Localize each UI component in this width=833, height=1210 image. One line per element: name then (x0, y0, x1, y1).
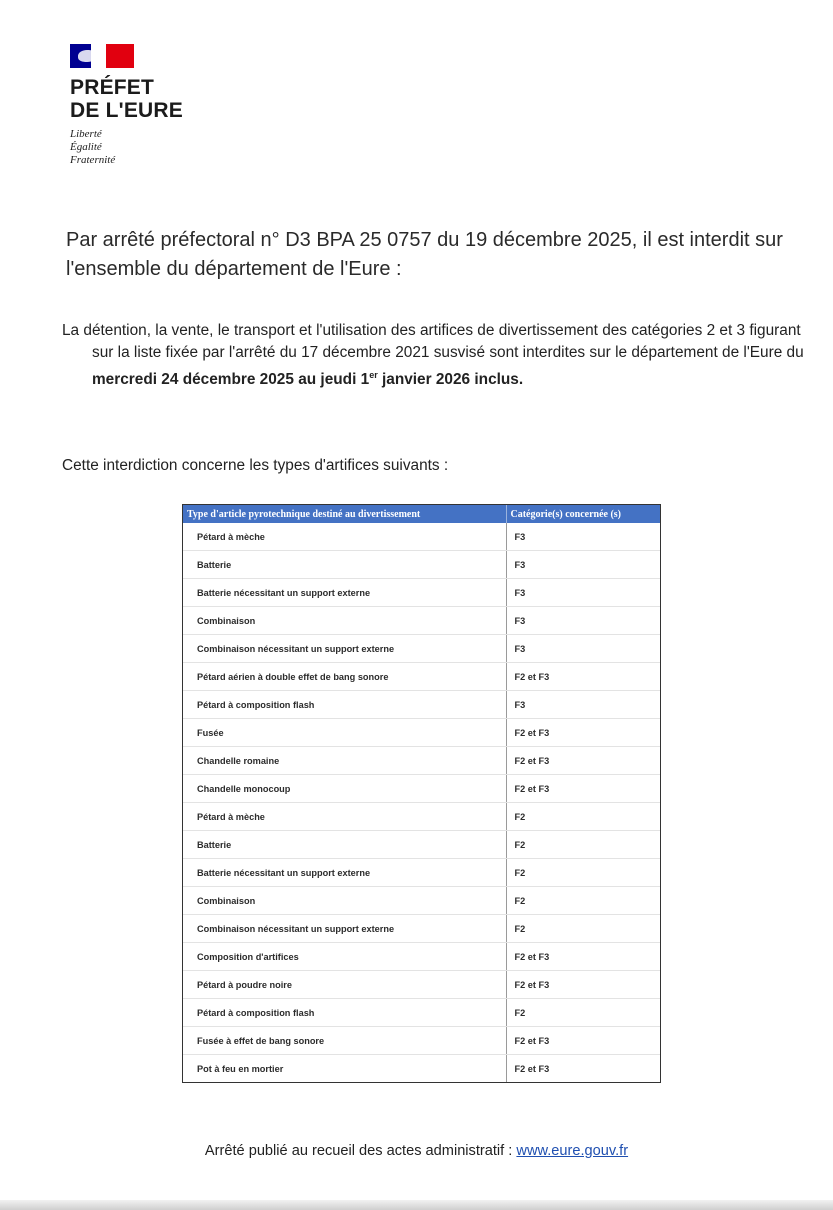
prohibition-paragraph (62, 320, 822, 391)
table-row (183, 663, 660, 691)
table-row (183, 635, 660, 663)
row-category: F2 et F3 (506, 943, 660, 971)
row-type: Batterie nécessitant un support externe (183, 579, 506, 607)
row-category: F2 et F3 (506, 747, 660, 775)
row-type: Pétard à poudre noire (183, 971, 506, 999)
table-row (183, 915, 660, 943)
motto-liberte: Liberté (70, 128, 102, 140)
table-row (183, 887, 660, 915)
row-category: F3 (506, 607, 660, 635)
header-type: Type d'article pyrotechnique destiné au divertissement (183, 505, 506, 523)
row-category: F2 et F3 (506, 971, 660, 999)
row-category: F2 (506, 831, 660, 859)
motto-fraternite: Fraternité (70, 154, 116, 166)
republic-motto (70, 128, 230, 167)
publication-footer (0, 1143, 833, 1159)
ordinal-suffix: er (369, 370, 378, 380)
row-category: F2 et F3 (506, 719, 660, 747)
row-type: Pétard à composition flash (183, 691, 506, 719)
motto-egalite: Égalité (70, 141, 102, 153)
row-type: Pétard à mèche (183, 803, 506, 831)
row-type: Combinaison (183, 607, 506, 635)
table-row (183, 579, 660, 607)
table-row (183, 803, 660, 831)
row-type: Batterie (183, 831, 506, 859)
page-edge (0, 1200, 833, 1210)
table-row (183, 943, 660, 971)
row-category: F2 (506, 915, 660, 943)
table-row (183, 607, 660, 635)
row-type: Chandelle monocoup (183, 775, 506, 803)
row-category: F2 (506, 859, 660, 887)
marianne-icon (78, 50, 96, 62)
row-type: Pétard à mèche (183, 523, 506, 551)
row-category: F3 (506, 691, 660, 719)
footer-text: Arrêté publié au recueil des actes administratif : (204, 1143, 517, 1159)
dates-end: janvier 2026 inclus. (377, 371, 524, 389)
row-category: F3 (506, 523, 660, 551)
row-type: Pétard aérien à double effet de bang sonore (183, 663, 506, 691)
row-category: F2 et F3 (506, 775, 660, 803)
row-type: Chandelle romaine (183, 747, 506, 775)
row-type: Combinaison nécessitant un support externe (183, 635, 506, 663)
row-type: Combinaison (183, 887, 506, 915)
table-row (183, 747, 660, 775)
row-type: Pot à feu en mortier (197, 1063, 284, 1074)
prohibition-text: La détention, la vente, le transport et l'utilisation des artifices de divertissement des catégories 2 et 3 figurant sur la liste fixée par l'arrêté du 17 décembre 2021 susvisé sont interdites sur le département de l'Eure du (62, 322, 804, 361)
table-row (183, 1055, 660, 1083)
row-type: Combinaison nécessitant un support externe (183, 915, 506, 943)
table-row (183, 831, 660, 859)
row-category: F2 et F3 (506, 1055, 660, 1083)
row-category: F2 et F3 (506, 663, 660, 691)
row-type: Pétard à composition flash (183, 999, 506, 1027)
table-row (183, 859, 660, 887)
table-intro: Cette interdiction concerne les types d'artifices suivants : (62, 457, 449, 474)
row-category: F2 (506, 887, 660, 915)
table-row (183, 971, 660, 999)
row-type: Batterie (183, 551, 506, 579)
table-row (183, 691, 660, 719)
table-row (183, 1027, 660, 1055)
row-category: F2 et F3 (506, 1027, 660, 1055)
prohibition-dates (92, 371, 523, 388)
table-row (183, 775, 660, 803)
row-type: Batterie nécessitant un support externe (183, 859, 506, 887)
table-row (183, 719, 660, 747)
header-category: Catégorie(s) concernée (s) (506, 505, 660, 523)
row-category: F3 (506, 579, 660, 607)
table-row (183, 551, 660, 579)
decree-headline: Par arrêté préfectoral n° D3 BPA 25 0757 du 19 décembre 2025, il est interdit sur l'ensemble du département de l'Eure : (66, 229, 783, 280)
table-header-row (183, 505, 660, 523)
french-flag-icon (70, 44, 134, 68)
prefecture-logo (70, 44, 230, 167)
dates-start: mercredi 24 décembre 2025 au jeudi 1 (92, 371, 370, 389)
row-category: F3 (506, 635, 660, 663)
row-category: F3 (506, 551, 660, 579)
table-row (183, 523, 660, 551)
row-category: F2 (506, 999, 660, 1027)
fireworks-table (182, 504, 661, 1083)
table-row (183, 999, 660, 1027)
row-category: F2 (506, 803, 660, 831)
prefecture-website-link[interactable]: www.eure.gouv.fr (516, 1143, 629, 1159)
prefet-name: PRÉFET DE L'EURE (70, 76, 183, 122)
row-type: Composition d'artifices (183, 943, 506, 971)
row-type: Fusée (183, 719, 506, 747)
row-type: Fusée à effet de bang sonore (183, 1027, 506, 1055)
